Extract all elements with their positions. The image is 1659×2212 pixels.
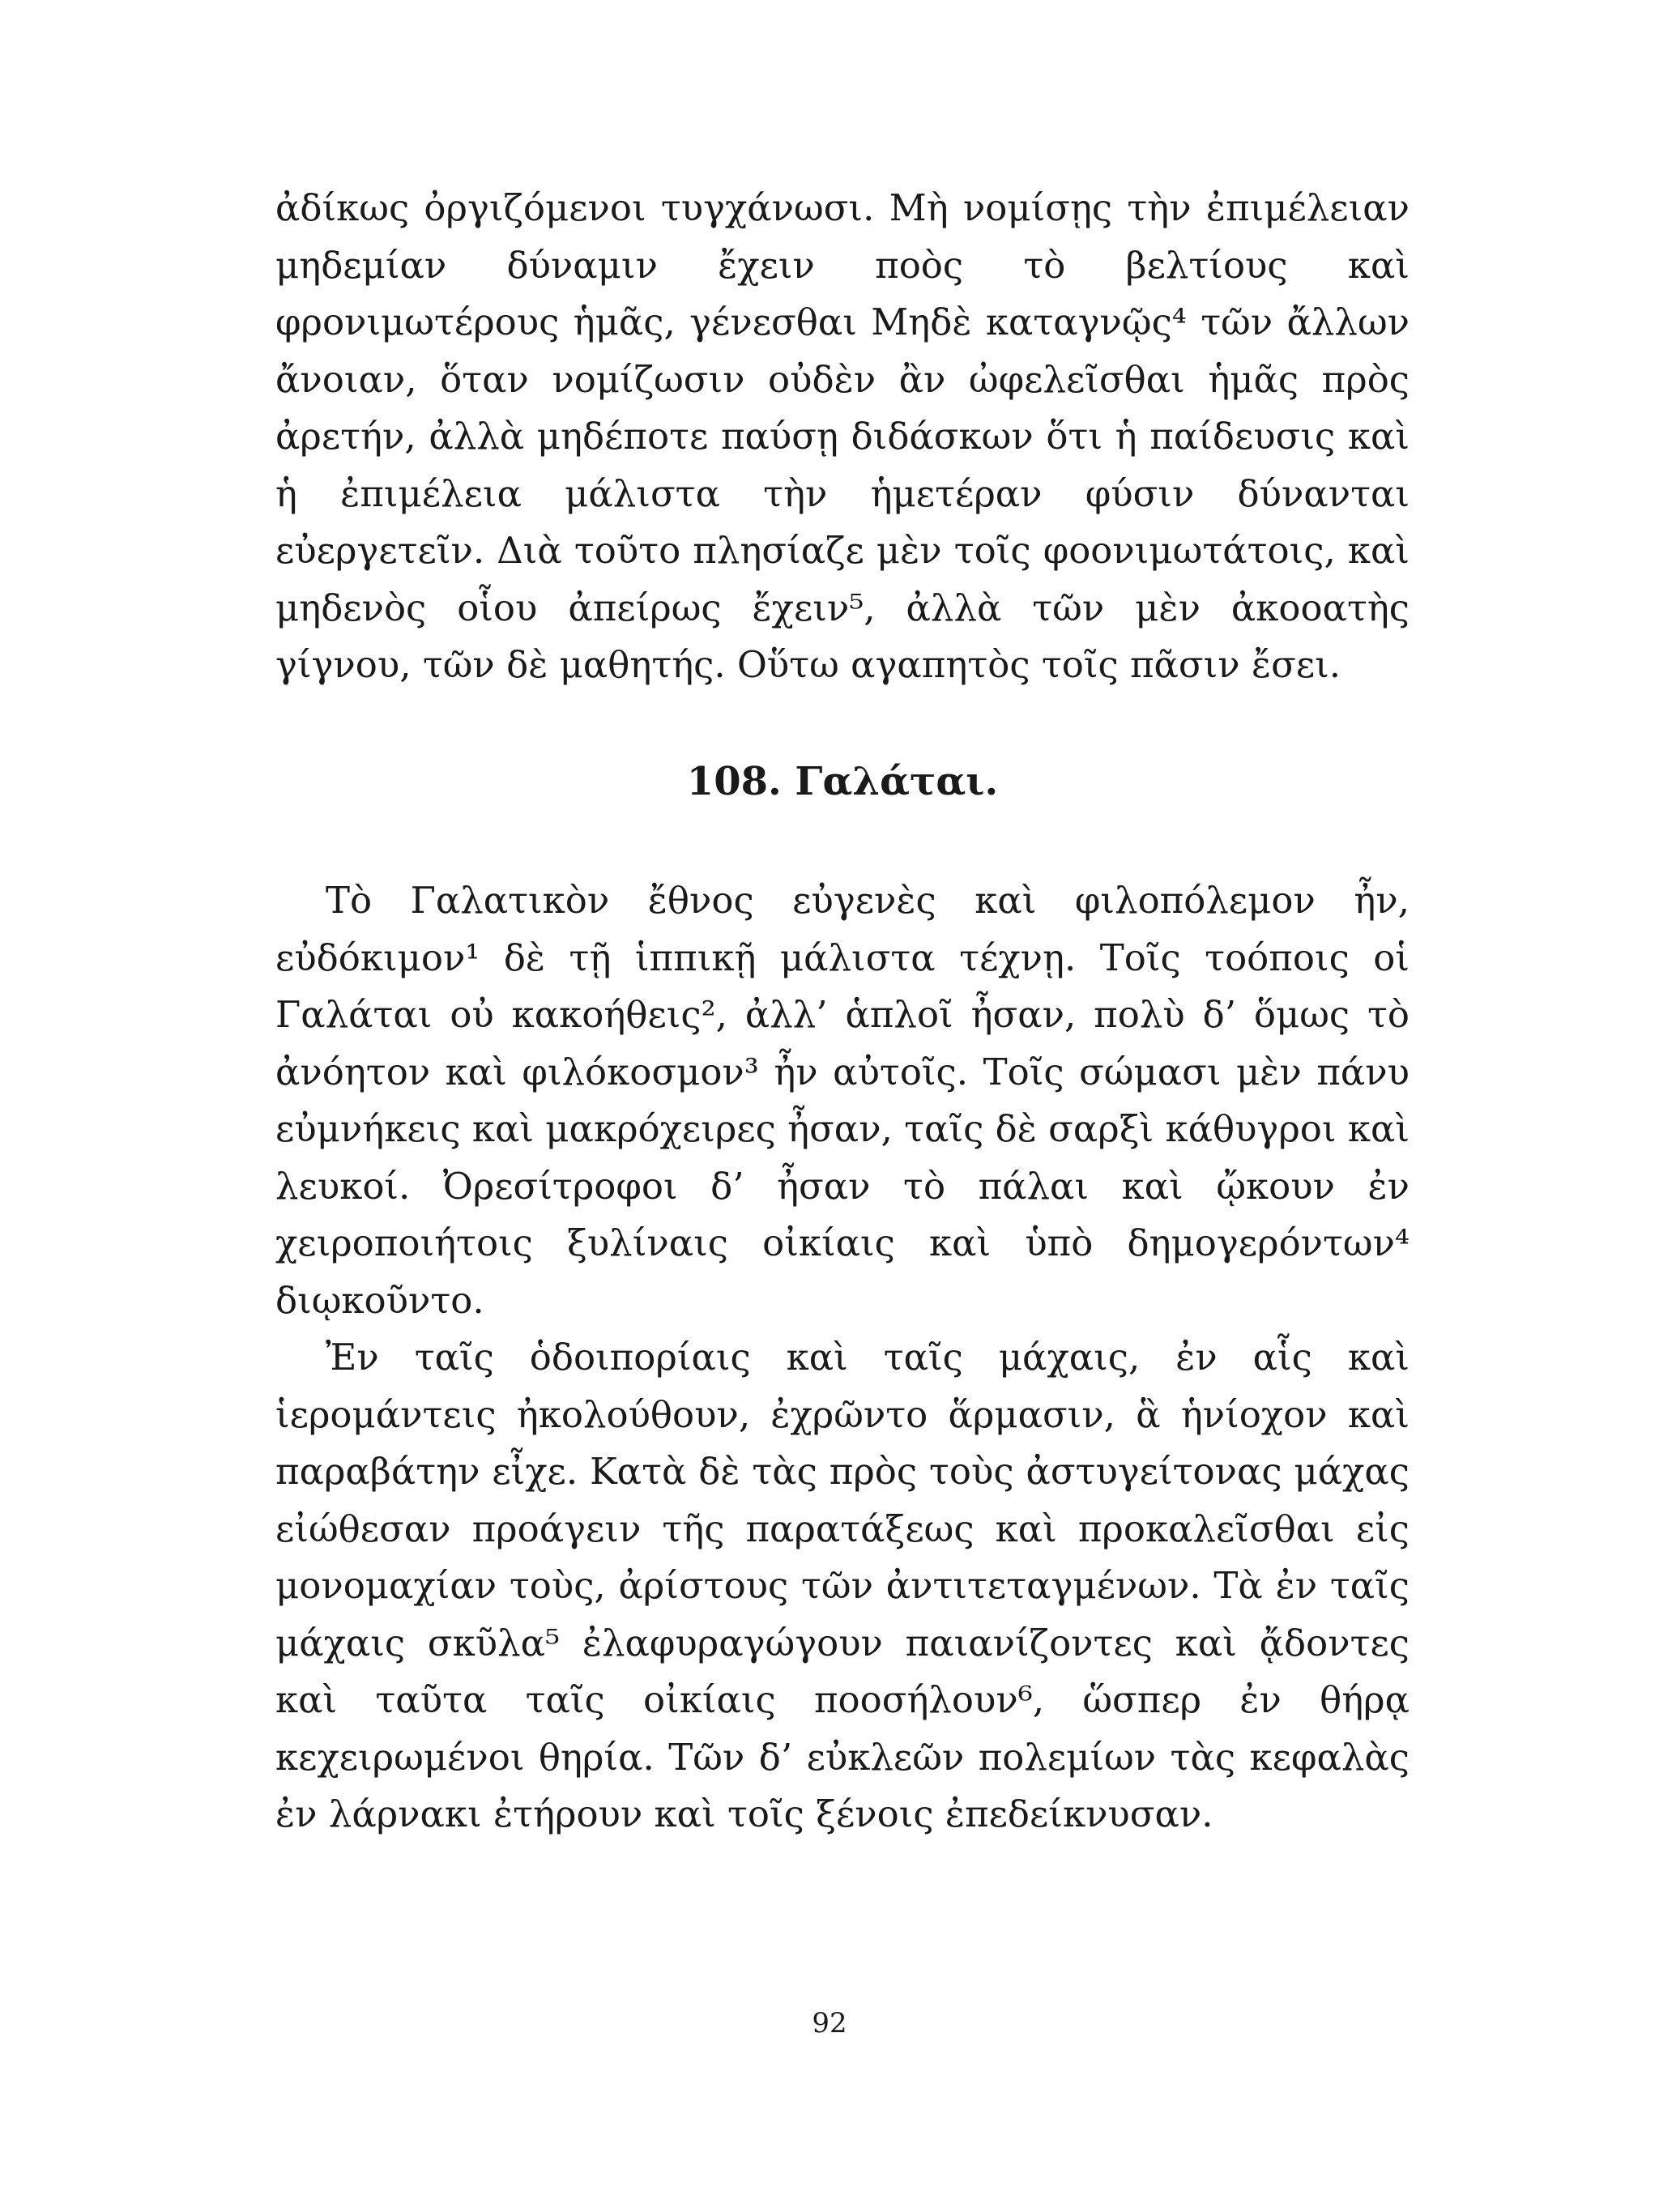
section-title: 108. Γαλάται. xyxy=(686,759,999,804)
top-paragraph-block xyxy=(275,180,1410,694)
section-paragraph-1: Τὸ Γαλατικὸν ἔθνος εὐγενὲς καὶ φιλοπόλεμον ἦν, εὐδόκιμον¹ δὲ τῇ ἱππικῇ μάλιστα τέχνῃ. Τοῖς τοόποις οἱ Γαλάται οὐ κακοήθεις², ἀλλ’ ἁπλοῖ ἦσαν, πολὺ δ’ ὅμως τὸ ἀνόητον καὶ φιλόκοσμον³ ἦν αὐτοῖς. Τοῖς σώμασι μὲν πάνυ εὐμνήκεις καὶ μακρόχειρες ἦσαν, ταῖς δὲ σαρξὶ κάθυγροι καὶ λευκοί. Ὀρεσίτροφοι δ’ ἦσαν τὸ πάλαι καὶ ᾤκουν ἐν χειροποιήτοις ξυλίναις οἰκίαις καὶ ὑπὸ δημογερόντων⁴ διῳκοῦντο. xyxy=(275,879,1410,1322)
page-number: 92 xyxy=(812,2007,847,2039)
section-body xyxy=(275,872,1410,1843)
continued-paragraph: ἀδίκως ὀργιζόμενοι τυγχάνωσι. Μὴ νομίσῃς τὴν ἐπιμέλειαν μηδεμίαν δύναμιν ἔχειν ποὸς τὸ βελτίους καὶ φρονιμωτέρους ἡμᾶς, γένεσθαι Μηδὲ καταγνῷς⁴ τῶν ἄλλων ἄνοιαν, ὅταν νομίζωσιν οὐδὲν ἂν ὠφελεῖσθαι ἡμᾶς πρὸς ἀρετήν, ἀλλὰ μηδέποτε παύσῃ διδάσκων ὅτι ἡ παίδευσις καὶ ἡ ἐπιμέλεια μάλιστα τὴν ἡμετέραν φύσιν δύνανται εὐεργετεῖν. Διὰ τοῦτο πλησίαζε μὲν τοῖς φοονιμωτάτοις, καὶ μηδενὸς οἷου ἀπείρως ἔχειν⁵, ἀλλὰ τῶν μὲν ἀκοοατὴς γίγνου, τῶν δὲ μαθητής. Οὕτω αγαπητὸς τοῖς πᾶσιν ἔσει. xyxy=(275,186,1410,686)
section-paragraph-2: Ἐν ταῖς ὁδοιπορίαις καὶ ταῖς μάχαις, ἐν αἷς καὶ ἱερομάντεις ἠκολούθουν, ἐχρῶντο ἅρμασιν, ἃ ἡνίοχον καὶ παραβάτην εἶχε. Κατὰ δὲ τὰς πρὸς τοὺς ἀστυγείτονας μάχας εἰώθεσαν προάγειν τῆς παρατάξεως καὶ προκαλεῖσθαι εἰς μονομαχίαν τοὺς, ἀρίστους τῶν ἀντιτεταγμένων. Τὰ ἐν ταῖς μάχαις σκῦλα⁵ ἐλαφυραγώγουν παιανίζοντες καὶ ᾄδοντες καὶ ταῦτα ταῖς οἰκίαις ποοσήλουν⁶, ὥσπερ ἐν θήρᾳ κεχειρωμένοι θηρία. Τῶν δ’ εὐκλεῶν πολεμίων τὰς κεφαλὰς ἐν λάρνακι ἐτήρουν καὶ τοῖς ξένοις ἐπεδείκνυσαν. xyxy=(275,1336,1410,1835)
